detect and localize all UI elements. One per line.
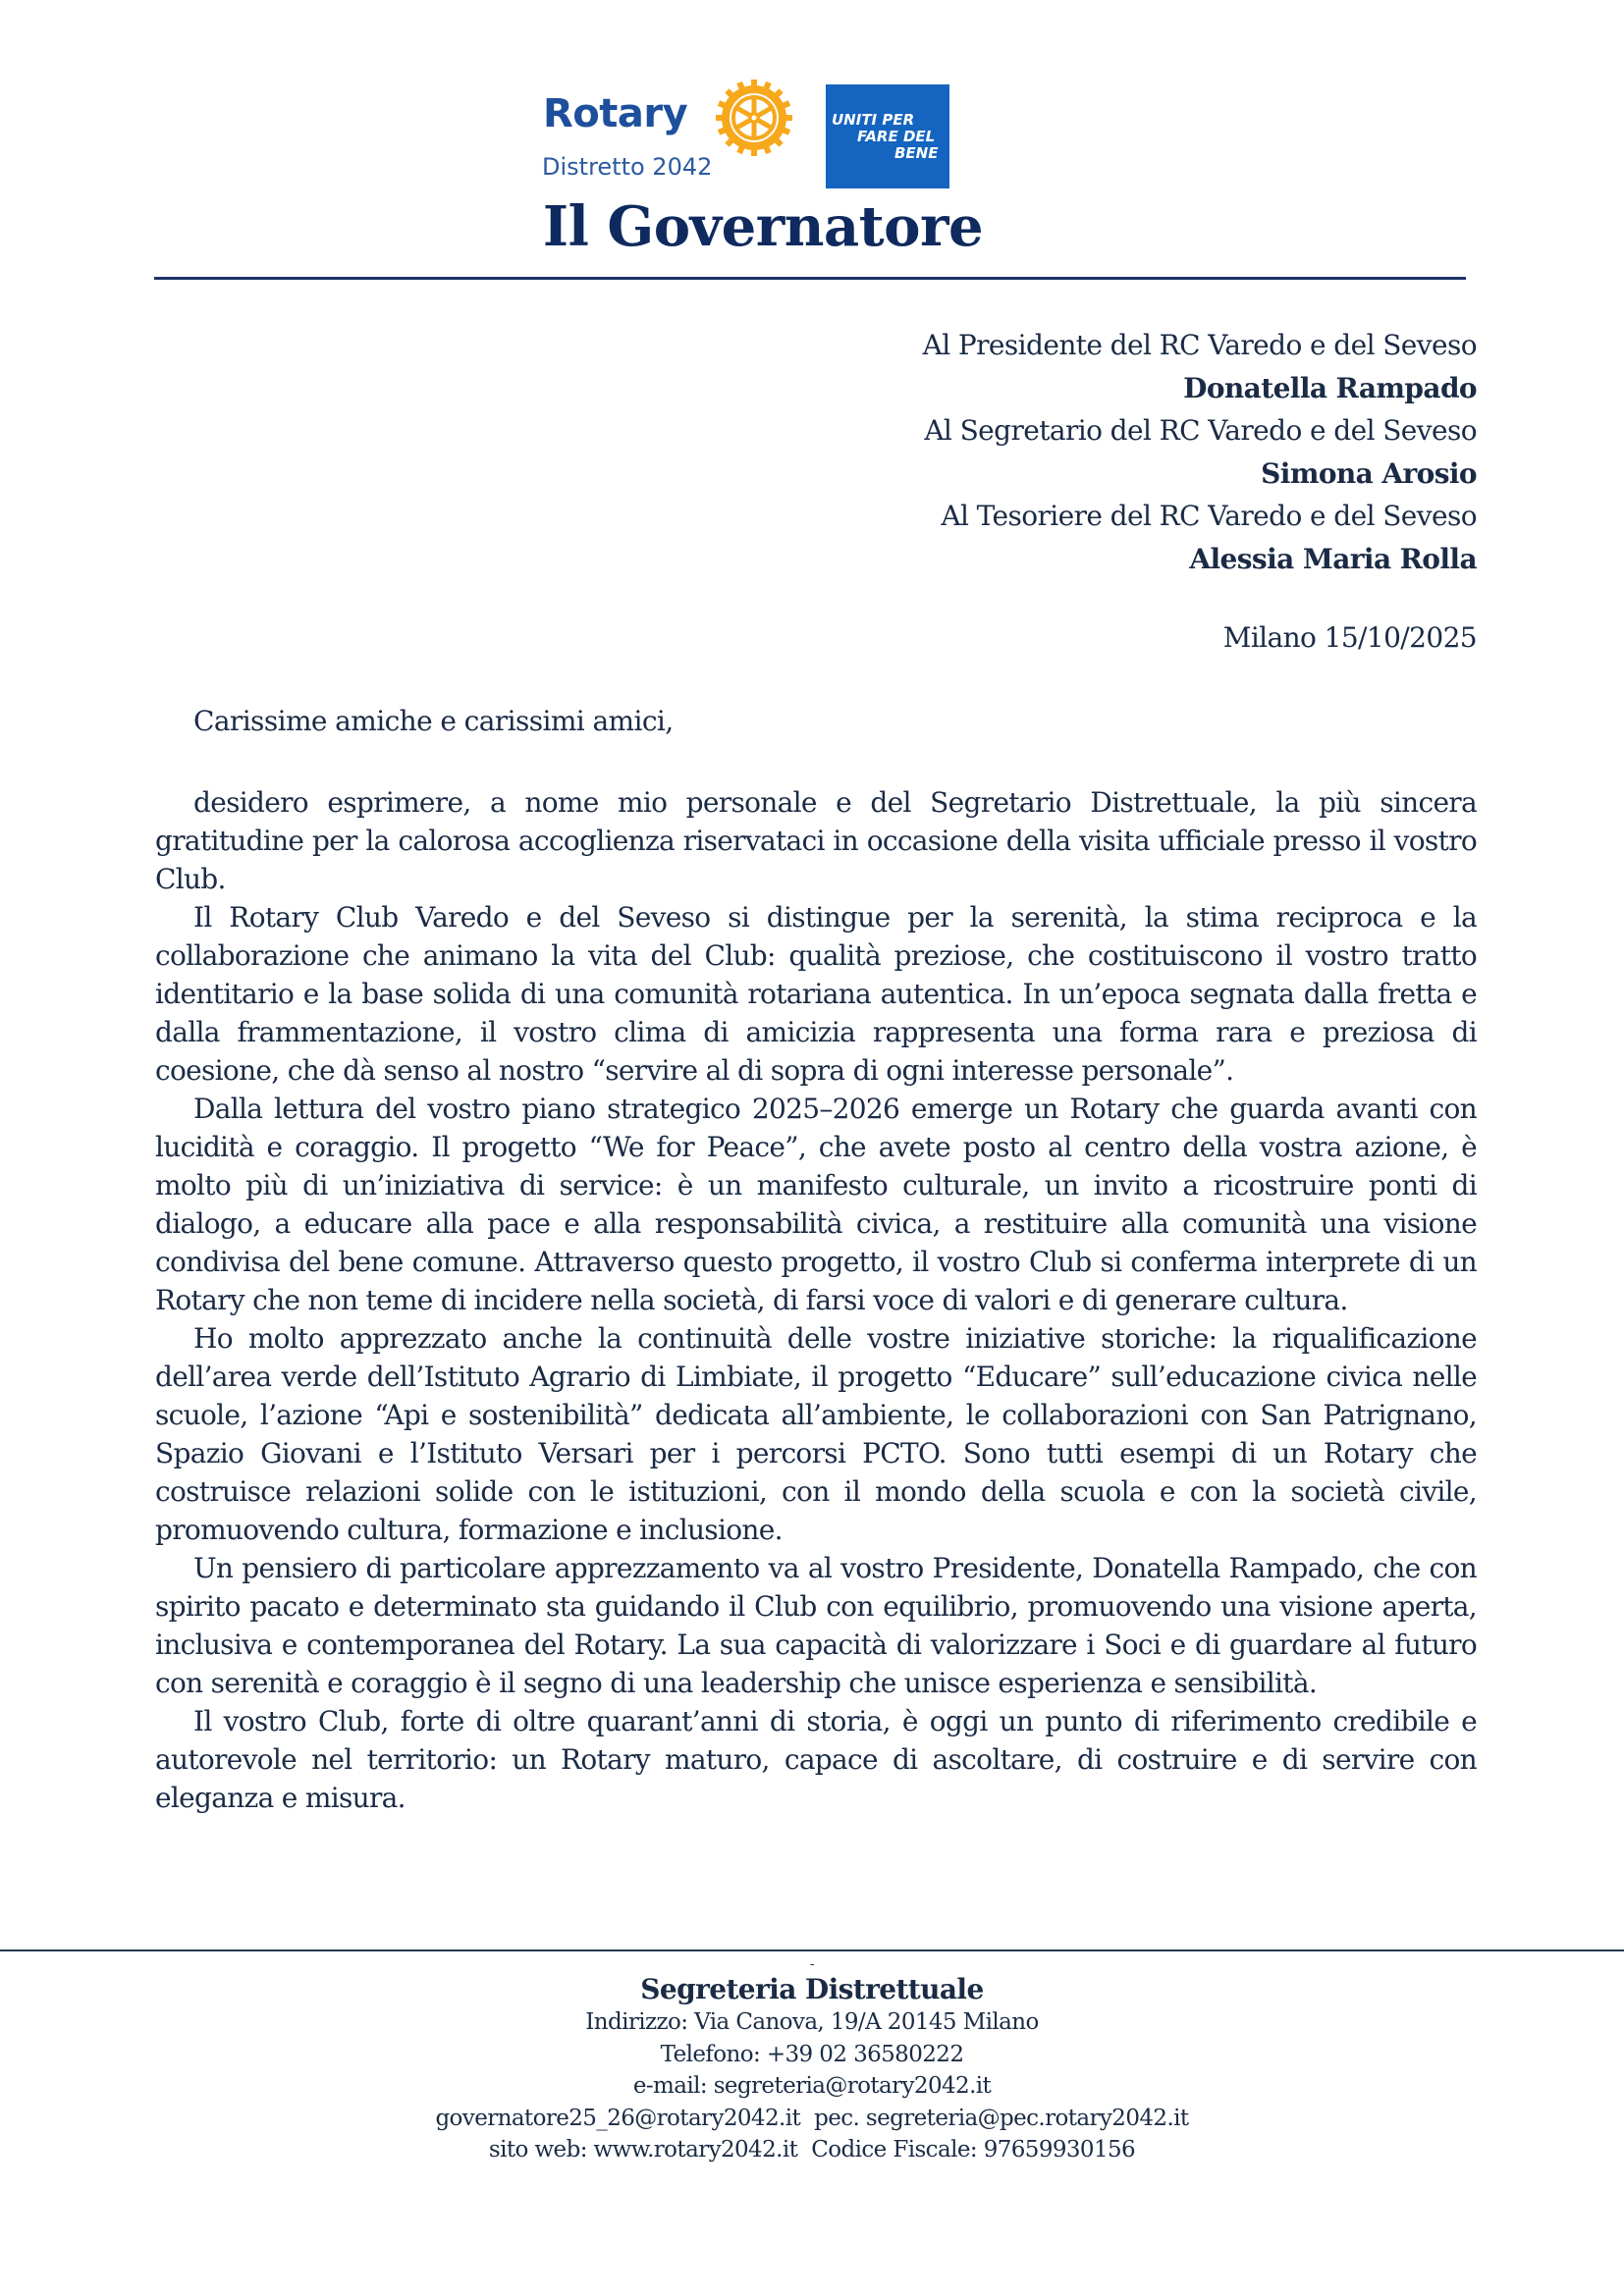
footer-dash: - xyxy=(809,1956,815,1972)
body-paragraph: Dalla lettura del vostro piano strategico 2025–2026 emerge un Rotary che guarda avanti con lucidità e coraggio. Il progetto “We for Peace”, che avete posto al centro della vostra azione, è molto più di un’iniziativa di service: è un manifesto culturale, un invito a ricostruire ponti di dialogo, a educare alla pace e alla responsabilità civica, a restituire alla comunità una visione condivisa del bene comune. Attraverso questo progetto, il vostro Club si conferma interprete di un Rotary che non teme di incidere nella società, di farsi voce di valori e di generare cultura. xyxy=(155,1093,1477,1316)
recipient-role: Al Tesoriere del RC Varedo e del Seveso xyxy=(941,500,1477,532)
footer-website[interactable]: sito web: www.rotary2042.it xyxy=(488,2137,798,2163)
recipient-name: Simona Arosio xyxy=(1261,456,1477,490)
footer-tax-code: Codice Fiscale: 97659930156 xyxy=(811,2137,1136,2163)
footer-web-row xyxy=(0,2134,1624,2166)
recipient-role: Al Presidente del RC Varedo e del Seveso xyxy=(922,329,1477,361)
letter-body xyxy=(155,783,1477,1817)
footer-governor-email[interactable]: governatore25_26@rotary2042.it xyxy=(435,2105,801,2131)
recipients-block xyxy=(923,324,1477,580)
footer-emails-row xyxy=(0,2103,1624,2135)
footer-address: Indirizzo: Via Canova, 19/A 20145 Milano xyxy=(585,2009,1039,2035)
badge-line: BENE xyxy=(894,144,939,162)
footer-divider xyxy=(0,1949,1624,1951)
uniti-per-fare-del-bene-badge xyxy=(826,84,949,188)
body-paragraph: desidero esprimere, a nome mio personale e del Segretario Distrettuale, la più sincera gratitudine per la calorosa accoglienza riservataci in occasione della visita ufficiale presso il vostro Club. xyxy=(155,786,1477,895)
body-paragraph: Il vostro Club, forte di oltre quarant’anni di storia, è oggi un punto di riferimento credibile e autorevole nel territorio: un Rotary maturo, capace di ascoltare, di costruire e di servire con eleganza e misura. xyxy=(155,1705,1477,1814)
body-paragraph: Ho molto apprezzato anche la continuità delle vostre iniziative storiche: la riqualificazione dell’area verde dell’Istituto Agrario di Limbiate, il progetto “Educare” sull’educazione civica nelle scuole, l’azione “Api e sostenibilità” dedicata all’ambiente, le collaborazioni con San Patrignano, Spazio Giovani e l’Istituto Versari per i percorsi PCTO. Sono tutti esempi di un Rotary che costruisce relazioni solide con le istituzioni, con il mondo della scuola e con la società civile, promuovendo cultura, formazione e inclusione. xyxy=(155,1322,1477,1546)
badge-line: FARE DEL xyxy=(857,128,936,145)
footer-phone: Telefono: +39 02 36580222 xyxy=(660,2041,964,2067)
recipient-name: Donatella Rampado xyxy=(1183,371,1477,404)
recipient-name: Alessia Maria Rolla xyxy=(1189,542,1477,575)
body-paragraph: Il Rotary Club Varedo e del Seveso si distingue per la serenità, la stima reciproca e la collaborazione che animano la vita del Club: qualità preziose, che costituiscono il vostro tratto identitario e la base solida di una comunità rotariana autentica. In un’epoca segnata dalla fretta e dalla frammentazione, il vostro clima di amicizia rappresenta una forma rara e preziosa di coesione, che dà senso al nostro “servire al di sopra di ogni interesse personale”. xyxy=(155,901,1477,1087)
page-title: Il Governatore xyxy=(542,194,984,259)
footer-office-title: Segreteria Distrettuale xyxy=(640,1973,984,2005)
rotary-wheel-icon xyxy=(715,79,793,157)
badge-line: UNITI PER xyxy=(832,111,915,129)
header-divider xyxy=(154,277,1466,280)
letter-date: Milano 15/10/2025 xyxy=(1222,621,1477,654)
salutation: Carissime amiche e carissimi amici, xyxy=(193,705,674,737)
footer-pec[interactable]: pec. segreteria@pec.rotary2042.it xyxy=(814,2105,1189,2131)
district-label: Distretto 2042 xyxy=(542,153,713,181)
body-paragraph: Un pensiero di particolare apprezzamento va al vostro Presidente, Donatella Rampado, che con spirito pacato e determinato sta guidando il Club con equilibrio, promuovendo una visione aperta, inclusiva e contemporanea del Rotary. La sua capacità di valorizzare i Soci e di guardare al futuro con serenità e coraggio è il segno di una leadership che unisce esperienza e sensibilità. xyxy=(155,1552,1477,1699)
footer-email: e-mail: segreteria@rotary2042.it xyxy=(632,2073,992,2099)
recipient-role: Al Segretario del RC Varedo e del Seveso xyxy=(924,414,1477,447)
footer-contacts xyxy=(0,1955,1624,2166)
rotary-logo-wordmark: Rotary xyxy=(543,91,688,136)
